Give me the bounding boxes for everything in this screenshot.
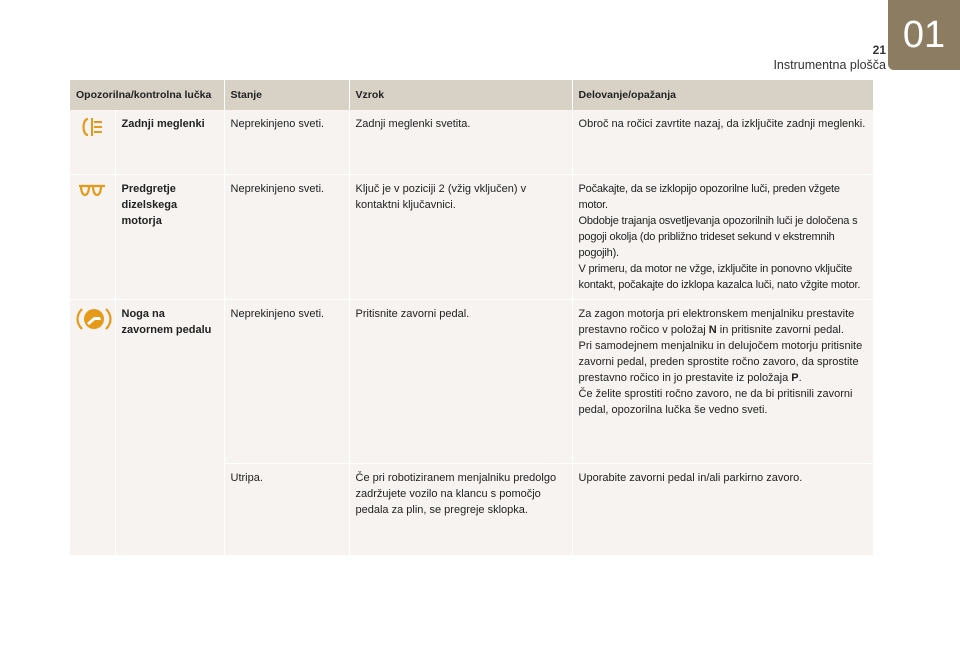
section-title: Instrumentna plošča bbox=[773, 58, 886, 72]
icon-cell bbox=[70, 299, 115, 555]
action-text: . bbox=[798, 371, 802, 384]
action-text: in pritisnite zavorni pedal. bbox=[716, 323, 844, 336]
column-header-lamp: Opozorilna/kontrolna lučka bbox=[70, 80, 224, 110]
glow-plug-icon bbox=[78, 181, 106, 206]
state-cell: Utripa. bbox=[224, 463, 349, 555]
cause-cell: Zadnji meglenki svetita. bbox=[349, 110, 572, 174]
page-number: 21 bbox=[872, 43, 886, 57]
action-line: Počakajte, da se izklopijo opozorilne luči, preden vžgete motor. bbox=[578, 182, 840, 211]
action-paragraph: Če želite sprostiti ročno zavoro, ne da bi pritisnili zavorni pedal, opozorilna lučka še vedno sveti. bbox=[578, 387, 853, 416]
column-header-state: Stanje bbox=[224, 80, 349, 110]
lamp-name: Predgretje dizelskega motorja bbox=[115, 174, 224, 299]
action-text: Pri samodejnem menjalniku in delujočem motorju pritisnite zavorni pedal, preden sprostite ročno zavoro, da sprostite prestavno ročico in jo prestavite iz položaja bbox=[578, 339, 863, 384]
lamp-name: Noga na zavornem pedalu bbox=[115, 299, 224, 555]
action-line: Obdobje trajanja osvetljevanja opozorilnih luči je določena s pogoji okolja (do približno trideset sekund v ekstremnih pogojih). bbox=[578, 214, 858, 259]
action-paragraph bbox=[579, 338, 867, 386]
foot-on-brake-icon bbox=[76, 306, 112, 337]
gear-position-n: N bbox=[708, 323, 717, 336]
action-line: V primeru, da motor ne vžge, izključite in ponovno vključite kontakt, počakajte do izklopa kazalca luči, nato vžgite motor. bbox=[578, 262, 861, 291]
icon-cell bbox=[70, 174, 115, 299]
lamp-name: Zadnji meglenki bbox=[115, 110, 224, 174]
warning-lamps-table bbox=[70, 80, 874, 556]
state-cell: Neprekinjeno sveti. bbox=[224, 110, 349, 174]
action-paragraph bbox=[579, 306, 867, 338]
table-row bbox=[70, 174, 873, 299]
rear-fog-lamp-icon bbox=[79, 116, 105, 143]
action-cell bbox=[572, 299, 873, 463]
column-header-action: Delovanje/opažanja bbox=[572, 80, 873, 110]
state-cell: Neprekinjeno sveti. bbox=[224, 174, 349, 299]
table-row bbox=[70, 299, 873, 463]
gear-position-p: P bbox=[791, 371, 799, 384]
cause-cell: Pritisnite zavorni pedal. bbox=[349, 299, 572, 463]
cause-cell: Če pri robotiziranem menjalniku predolgo zadržujete vozilo na klancu s pomočjo pedala za plin, se pregreje sklopka. bbox=[349, 463, 572, 555]
chapter-tab[interactable]: 01 bbox=[888, 0, 960, 70]
action-cell bbox=[572, 174, 873, 299]
column-header-cause: Vzrok bbox=[349, 80, 572, 110]
action-cell: Uporabite zavorni pedal in/ali parkirno zavoro. bbox=[572, 463, 873, 555]
state-cell: Neprekinjeno sveti. bbox=[224, 299, 349, 463]
cause-cell: Ključ je v poziciji 2 (vžig vključen) v kontaktni ključavnici. bbox=[349, 174, 572, 299]
table-header-row bbox=[70, 80, 873, 110]
table-row bbox=[70, 110, 873, 174]
icon-cell bbox=[70, 110, 115, 174]
action-text: Za zagon motorja pri elektronskem menjalniku prestavite prestavno ročico v položaj bbox=[578, 307, 855, 336]
action-cell: Obroč na ročici zavrtite nazaj, da izključite zadnji meglenki. bbox=[572, 110, 873, 174]
